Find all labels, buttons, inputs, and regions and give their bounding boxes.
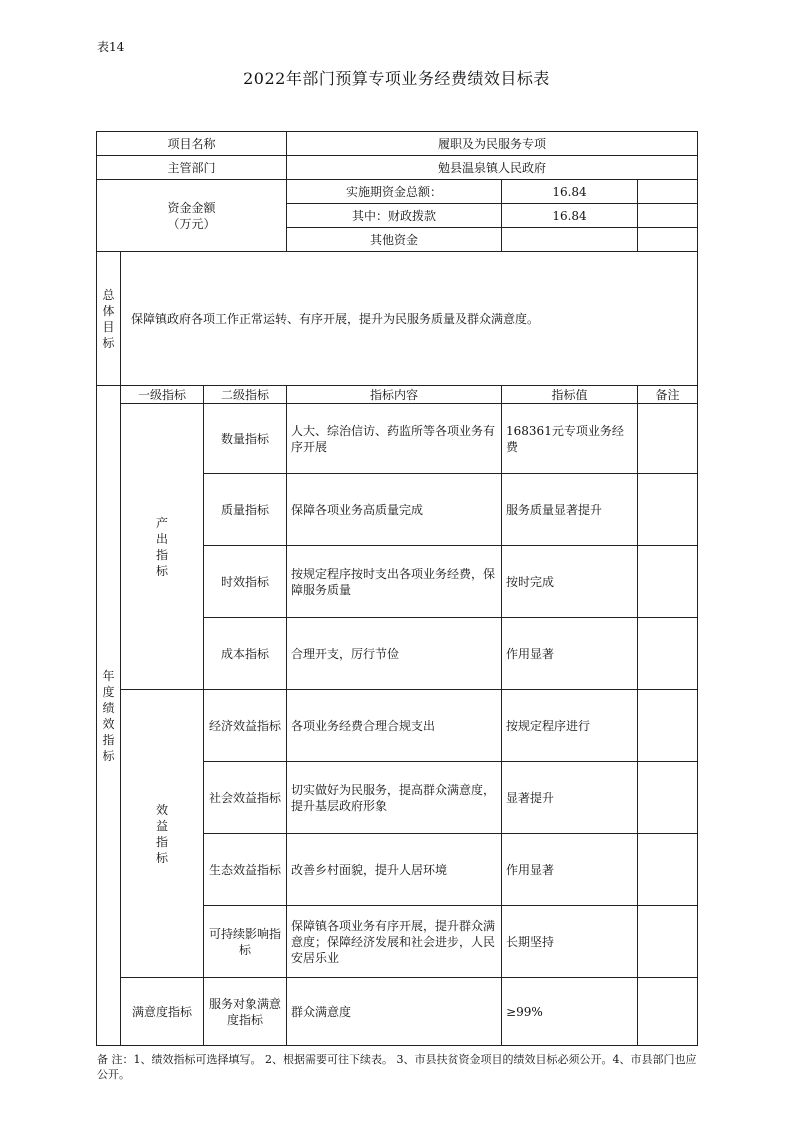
funds-other-label: 其他资金 [287, 228, 502, 252]
department-value: 勉县温泉镇人民政府 [287, 156, 698, 180]
output-label-char: 出 [155, 531, 168, 546]
indicator-content: 保障各项业务高质量完成 [287, 474, 502, 546]
project-name-value: 履职及为民服务专项 [287, 132, 698, 156]
output-label-char: 产 [155, 515, 168, 530]
indicator-value: 服务质量显著提升 [502, 474, 638, 546]
indicator-remark [638, 978, 698, 1046]
indicator-value: 按规定程序进行 [502, 690, 638, 762]
funds-fiscal-blank [638, 204, 698, 228]
indicator-name: 时效指标 [204, 546, 287, 618]
indicator-content: 切实做好为民服务，提高群众满意度，提升基层政府形象 [287, 762, 502, 834]
indicator-header-row [97, 386, 698, 404]
funds-other-blank [638, 228, 698, 252]
overall-goal-label [97, 252, 121, 386]
indicator-name: 经济效益指标 [204, 690, 287, 762]
annual-label-char: 标 [102, 748, 115, 763]
indicator-name: 可持续影响指标 [204, 906, 287, 978]
indicator-remark [638, 474, 698, 546]
footnote: 备 注：1、绩效指标可选择填写。 2、根据需要可往下续表。 3、市县扶贫资金项目的绩效目标必须公开。4、市县部门也应公开。 [97, 1053, 697, 1081]
overall-goal-text: 保障镇政府各项工作正常运转、有序开展，提升为民服务质量及群众满意度。 [121, 252, 698, 386]
table-number: 表14 [97, 40, 125, 54]
indicator-content: 合理开支，厉行节俭 [287, 618, 502, 690]
benefit-label-char: 标 [155, 850, 168, 865]
funds-total-blank [638, 180, 698, 204]
funds-total-value: 16.84 [502, 180, 638, 204]
indicator-value: 显著提升 [502, 762, 638, 834]
funds-fiscal-label: 其中：财政拨款 [287, 204, 502, 228]
benefit-label-char: 指 [155, 834, 168, 849]
indicator-content: 改善乡村面貌，提升人居环境 [287, 834, 502, 906]
indicator-value: 长期坚持 [502, 906, 638, 978]
funds-label-line2: （万元） [167, 216, 216, 231]
indicator-value: 作用显著 [502, 618, 638, 690]
satisfaction-row [97, 978, 698, 1046]
overall-label-char: 体 [102, 303, 115, 318]
header-level2: 二级指标 [204, 386, 287, 404]
indicator-value: 168361元专项业务经费 [502, 404, 638, 474]
indicator-remark [638, 618, 698, 690]
annual-label-char: 年 [102, 668, 115, 683]
benefit-label-char: 效 [155, 802, 168, 817]
indicator-name: 生态效益指标 [204, 834, 287, 906]
performance-table [96, 131, 698, 1046]
annual-label-char: 度 [102, 684, 115, 699]
indicator-remark [638, 834, 698, 906]
department-label: 主管部门 [97, 156, 287, 180]
overall-label-char: 目 [102, 319, 115, 334]
header-level1: 一级指标 [121, 386, 204, 404]
indicator-remark [638, 762, 698, 834]
page-title: 2022年部门预算专项业务经费绩效目标表 [243, 69, 550, 88]
annual-label-char: 指 [102, 732, 115, 747]
indicator-content: 群众满意度 [287, 978, 502, 1046]
output-indicator-label [121, 404, 204, 690]
header-remark: 备注 [638, 386, 698, 404]
indicator-row [97, 404, 698, 474]
funds-label-line1: 资金金额 [167, 200, 216, 215]
overall-goal-row [97, 252, 698, 386]
annual-label-char: 效 [102, 716, 115, 731]
indicator-name: 成本指标 [204, 618, 287, 690]
indicator-remark [638, 546, 698, 618]
indicator-content: 按规定程序按时支出各项业务经费，保障服务质量 [287, 546, 502, 618]
funds-label [97, 180, 287, 252]
overall-label-char: 总 [102, 287, 115, 302]
header-value: 指标值 [502, 386, 638, 404]
output-label-char: 指 [155, 547, 168, 562]
project-name-label: 项目名称 [97, 132, 287, 156]
satisfaction-indicator-label: 满意度指标 [121, 978, 204, 1046]
annual-label-char: 绩 [102, 700, 115, 715]
indicator-name: 服务对象满意度指标 [204, 978, 287, 1046]
indicator-value: ≥99% [502, 978, 638, 1046]
indicator-row [97, 690, 698, 762]
indicator-remark [638, 690, 698, 762]
indicator-value: 作用显著 [502, 834, 638, 906]
indicator-remark [638, 906, 698, 978]
annual-indicator-label [97, 386, 121, 1046]
output-label-char: 标 [155, 563, 168, 578]
benefit-label-char: 益 [155, 818, 168, 833]
funds-fiscal-value: 16.84 [502, 204, 638, 228]
project-name-row [97, 132, 698, 156]
indicator-content: 人大、综治信访、药监所等各项业务有序开展 [287, 404, 502, 474]
funds-total-label: 实施期资金总额： [287, 180, 502, 204]
indicator-remark [638, 404, 698, 474]
indicator-content: 保障镇各项业务有序开展，提升群众满意度；保障经济发展和社会进步，人民安居乐业 [287, 906, 502, 978]
funds-row-total [97, 180, 698, 204]
benefit-indicator-label [121, 690, 204, 978]
indicator-name: 质量指标 [204, 474, 287, 546]
indicator-value: 按时完成 [502, 546, 638, 618]
header-content: 指标内容 [287, 386, 502, 404]
indicator-name: 社会效益指标 [204, 762, 287, 834]
indicator-name: 数量指标 [204, 404, 287, 474]
funds-other-value [502, 228, 638, 252]
department-row [97, 156, 698, 180]
indicator-content: 各项业务经费合理合规支出 [287, 690, 502, 762]
overall-label-char: 标 [102, 335, 115, 350]
